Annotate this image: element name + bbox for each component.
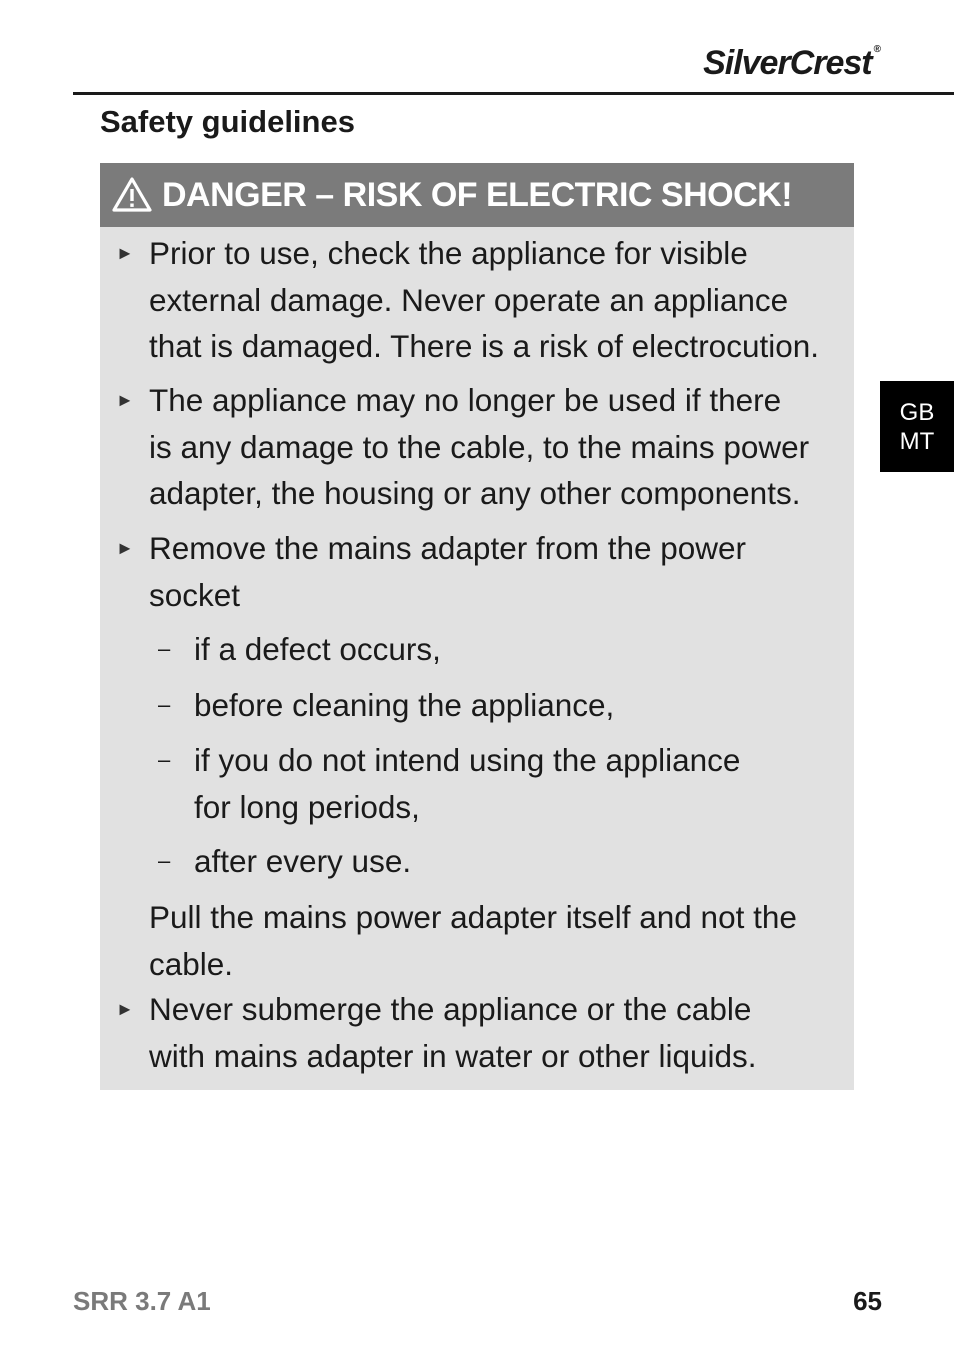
bullet-3-note-line-1: Pull the mains power adapter itself and not the	[149, 899, 797, 935]
bullet-3-note-line-2: cable.	[149, 945, 234, 982]
bullet-arrow: ►	[116, 999, 134, 1019]
danger-title: DANGER – RISK OF ELECTRIC SHOCK!	[162, 175, 793, 214]
dash-marker: –	[158, 692, 171, 717]
bullet-3-note	[149, 894, 849, 987]
section-title: Safety guidelines	[100, 104, 355, 139]
footer-model: SRR 3.7 A1	[73, 1286, 211, 1316]
bullet-4-line-2: with mains adapter in water or other liquids.	[149, 1037, 757, 1074]
language-tab	[880, 381, 954, 472]
sub-item-1: if a defect occurs,	[194, 631, 441, 667]
bullet-3	[149, 525, 849, 618]
sub-item-2: before cleaning the appliance,	[194, 687, 615, 723]
registered-mark: ®	[873, 44, 880, 55]
bullet-2-line-2: is any damage to the cable, to the mains power	[149, 428, 810, 465]
language-code-gb: GB	[899, 398, 935, 426]
dash-marker: –	[158, 747, 171, 772]
sub-item-3-line-1: if you do not intend using the appliance	[194, 742, 741, 778]
bullet-1-line-2: external damage. Never operate an appliance	[149, 281, 789, 318]
bullet-1-line-1: Prior to use, check the appliance for visible	[149, 235, 748, 271]
bullet-3-line-1: Remove the mains adapter from the power	[149, 530, 747, 566]
bullet-1-line-3: that is damaged. There is a risk of electrocution.	[149, 328, 820, 364]
danger-header	[100, 163, 854, 227]
bullet-1	[149, 230, 849, 370]
warning-triangle-icon	[112, 177, 152, 213]
page-number: 65	[853, 1286, 882, 1316]
brand-logo	[703, 44, 880, 83]
bullet-3-line-2: socket	[149, 576, 241, 613]
bullet-4	[149, 986, 849, 1079]
bullet-2-line-1: The appliance may no longer be used if there	[149, 382, 782, 418]
danger-warning-box	[100, 163, 854, 1090]
bullet-arrow: ►	[116, 538, 134, 558]
header-rule	[73, 92, 954, 95]
bullet-2	[149, 377, 849, 517]
sub-item-3-line-2: for long periods,	[194, 788, 420, 825]
bullet-arrow: ►	[116, 243, 134, 263]
sub-item-3	[194, 737, 740, 830]
bullet-2-line-3: adapter, the housing or any other components.	[149, 475, 801, 511]
dash-marker: –	[158, 636, 171, 661]
brand-name: SilverCrest	[703, 44, 872, 82]
bullet-arrow: ►	[116, 390, 134, 410]
language-code-mt: MT	[899, 427, 935, 455]
sub-item-4: after every use.	[194, 843, 412, 879]
bullet-4-line-1: Never submerge the appliance or the cable	[149, 991, 752, 1027]
dash-marker: –	[158, 848, 171, 873]
